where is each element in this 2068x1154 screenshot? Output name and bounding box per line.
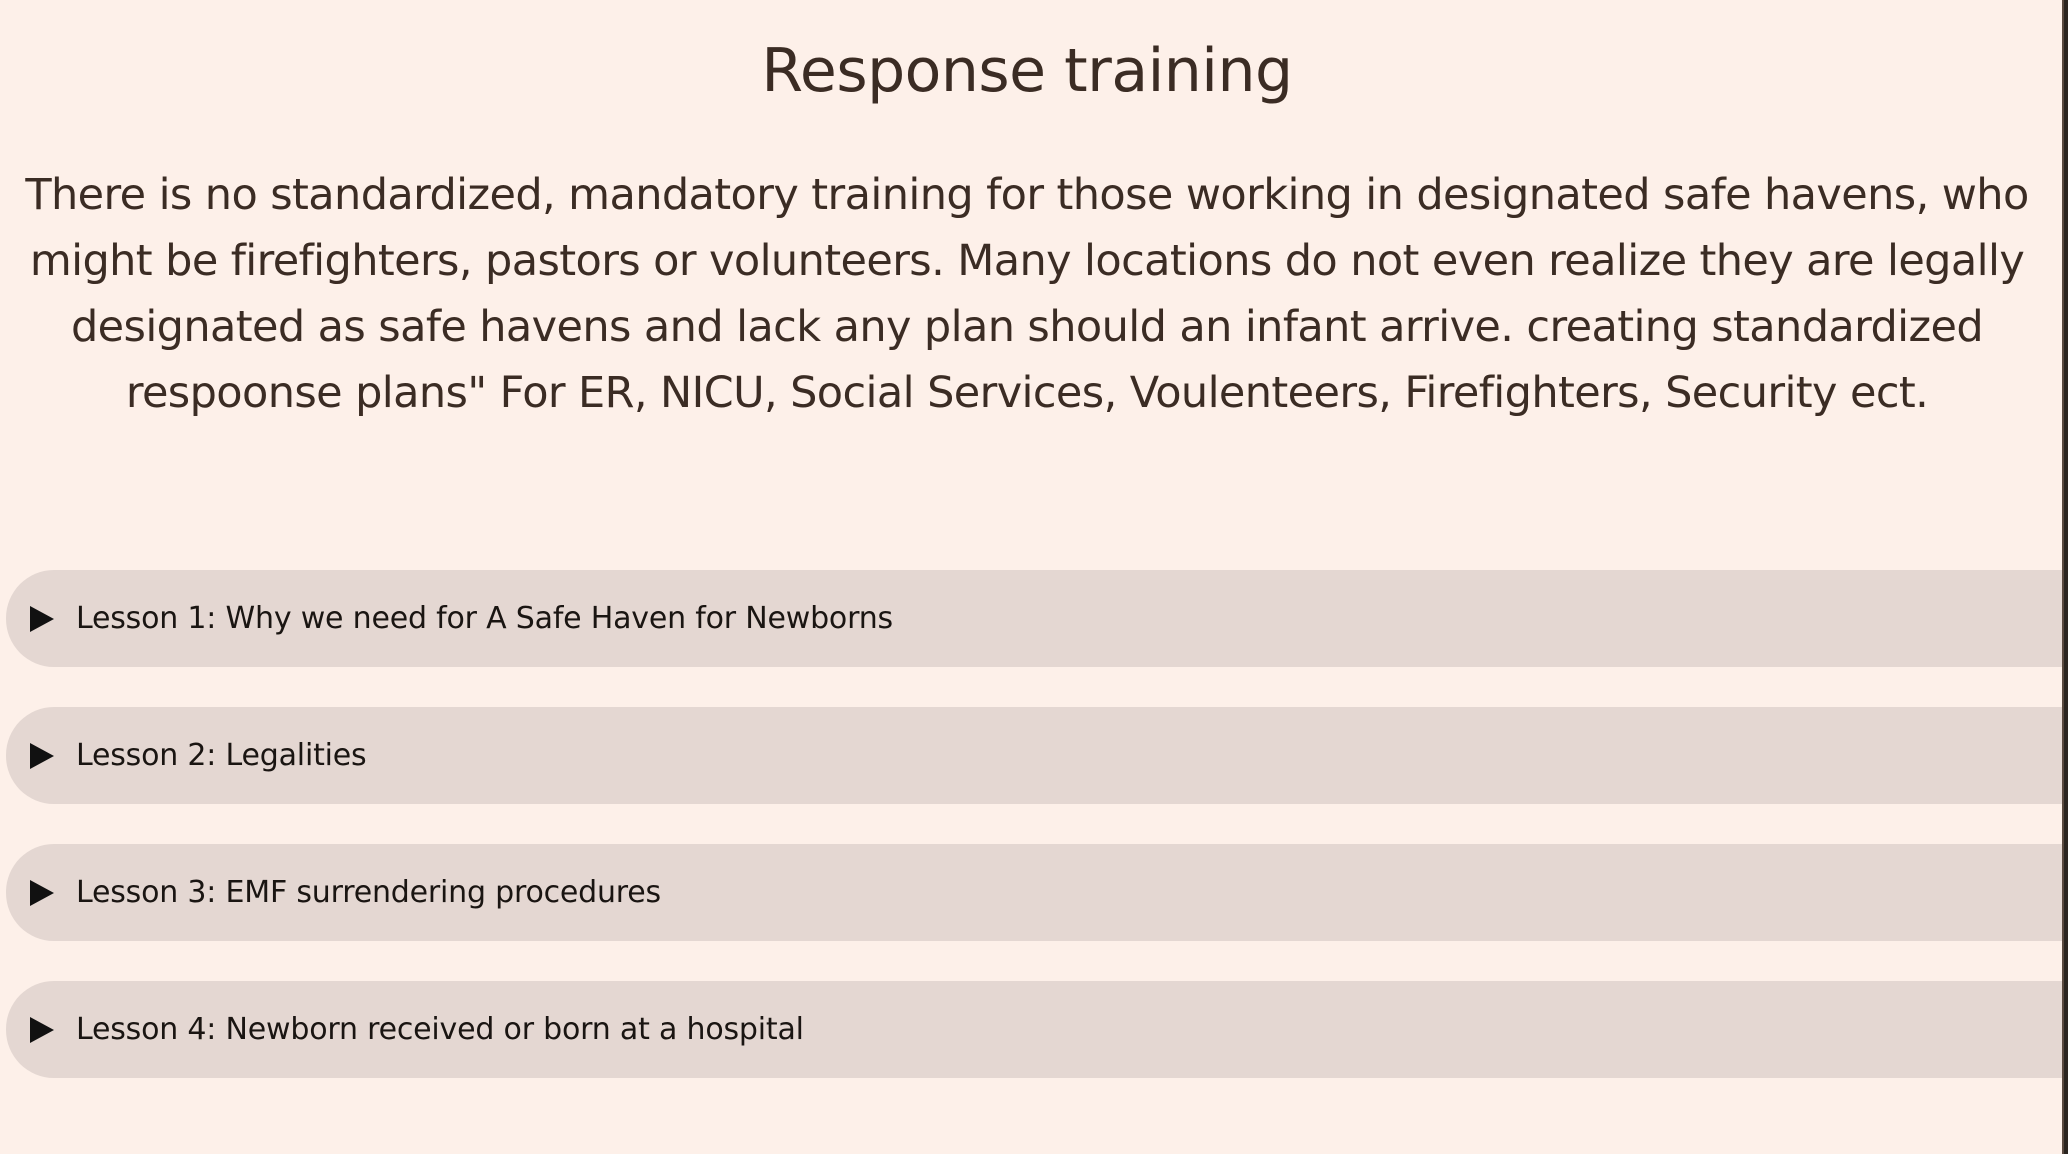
triangle-right-icon: [30, 743, 54, 769]
lesson-list: [6, 570, 2062, 1118]
lesson-label: Lesson 1: Why we need for A Safe Haven for Newborns: [76, 601, 893, 636]
lesson-label: Lesson 2: Legalities: [76, 738, 367, 773]
triangle-right-icon: [30, 1017, 54, 1043]
page-title: Response training: [761, 36, 1293, 106]
intro-paragraph: There is no standardized, mandatory training for those working in designated safe havens, who might be firefighters, pastors or volunteers. Many locations do not even realize they are legally designated as safe havens and lack any plan should an infant arrive. creating standardized respoonse plans" For ER, NICU, Social Services, Voulenteers, Firefighters, Security ect.: [25, 170, 2029, 418]
lesson-item-1[interactable]: [6, 570, 2062, 667]
lesson-item-2[interactable]: [6, 707, 2062, 804]
lesson-item-4[interactable]: [6, 981, 2062, 1078]
triangle-right-icon: [30, 880, 54, 906]
triangle-right-icon: [30, 606, 54, 632]
window-edge: [2064, 0, 2068, 1154]
lesson-label: Lesson 3: EMF surrendering procedures: [76, 875, 661, 910]
lesson-item-3[interactable]: [6, 844, 2062, 941]
lesson-label: Lesson 4: Newborn received or born at a hospital: [76, 1012, 804, 1047]
